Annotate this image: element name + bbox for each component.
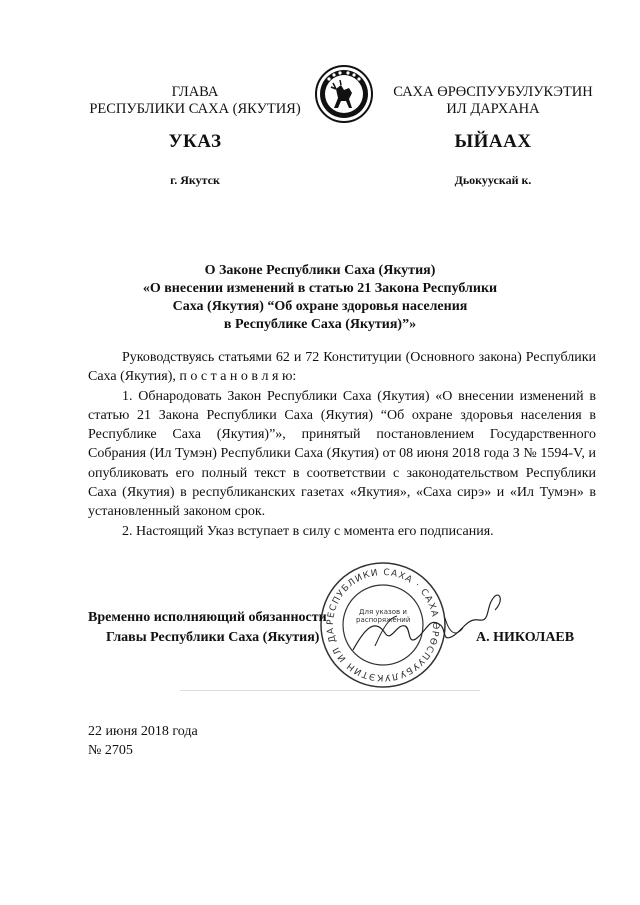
- seal-ring-text: РЕСПУБЛИКИ САХА · САХА ӨРӨСПУУБУЛУКЭТИН ИЛ ДА: [325, 567, 441, 683]
- divider-line: [180, 690, 480, 691]
- item-1-paragraph: 1. Обнародовать Закон Республики Саха (Якутия) «О внесении изменений в статью 21 Закона Республики Саха (Якутия) “Об охране здоровья населения в Республике Саха (Якутия)”», принятый постановлением Государственного Собрания (Ил Тумэн) Республики Саха (Якутия) от 08 июня 2018 года З № 1594-V, и опубликовать его полный текст в соответствии с законодательством Республики Саха (Якутия) в республиканских газетах «Якутия», «Саха сирэ» и «Ил Тумэн» в установленный законом срок.: [88, 388, 596, 520]
- seal-center-text: Для указов и распоряжений: [356, 608, 410, 624]
- title-line-3: Саха (Якутия) “Об охране здоровья населения: [172, 299, 468, 314]
- issuer-right: [378, 84, 608, 118]
- preamble-paragraph: Руководствуясь статьями 62 и 72 Конституции (Основного закона) Республики Саха (Якутия), п о с т а н о в л я ю:: [88, 350, 596, 385]
- item-2-paragraph: 2. Настоящий Указ вступает в силу с момента его подписания.: [122, 523, 494, 539]
- issuer-left-line2: РЕСПУБЛИКИ САХА (ЯКУТИЯ): [89, 101, 301, 117]
- signatory-position-line-1: Временно исполняющий обязанности: [88, 610, 327, 625]
- signatory-name: А. НИКОЛАЕВ: [476, 630, 575, 645]
- decree-body: [88, 348, 596, 541]
- title-line-1: О Законе Республики Саха (Якутия): [204, 263, 436, 278]
- place-right: Дьокуускай к.: [454, 173, 532, 187]
- signatory-position-line-2: Главы Республики Саха (Якутия): [106, 630, 320, 645]
- doc-type-left: УКАЗ: [168, 131, 222, 152]
- decree-number: № 2705: [88, 743, 133, 758]
- title-line-4: в Республике Саха (Якутия)”»: [223, 317, 417, 332]
- issuer-left-line1: ГЛАВА: [171, 84, 219, 100]
- issuer-right-line2: ИЛ ДАРХАНА: [446, 101, 540, 117]
- decree-date-number: [88, 722, 198, 760]
- decree-title: [60, 262, 580, 334]
- decree-date: 22 июня 2018 года: [88, 724, 198, 739]
- issuer-right-line1: САХА ӨРӨСПУУБУЛУКЭТИН: [393, 84, 593, 100]
- coat-of-arms-emblem: [314, 63, 374, 125]
- title-line-2: «О внесении изменений в статью 21 Закона Республики: [142, 281, 498, 296]
- issuer-left: [80, 84, 310, 118]
- place-left: г. Якутск: [170, 173, 220, 187]
- doc-type-right: ЫЙААХ: [454, 131, 532, 152]
